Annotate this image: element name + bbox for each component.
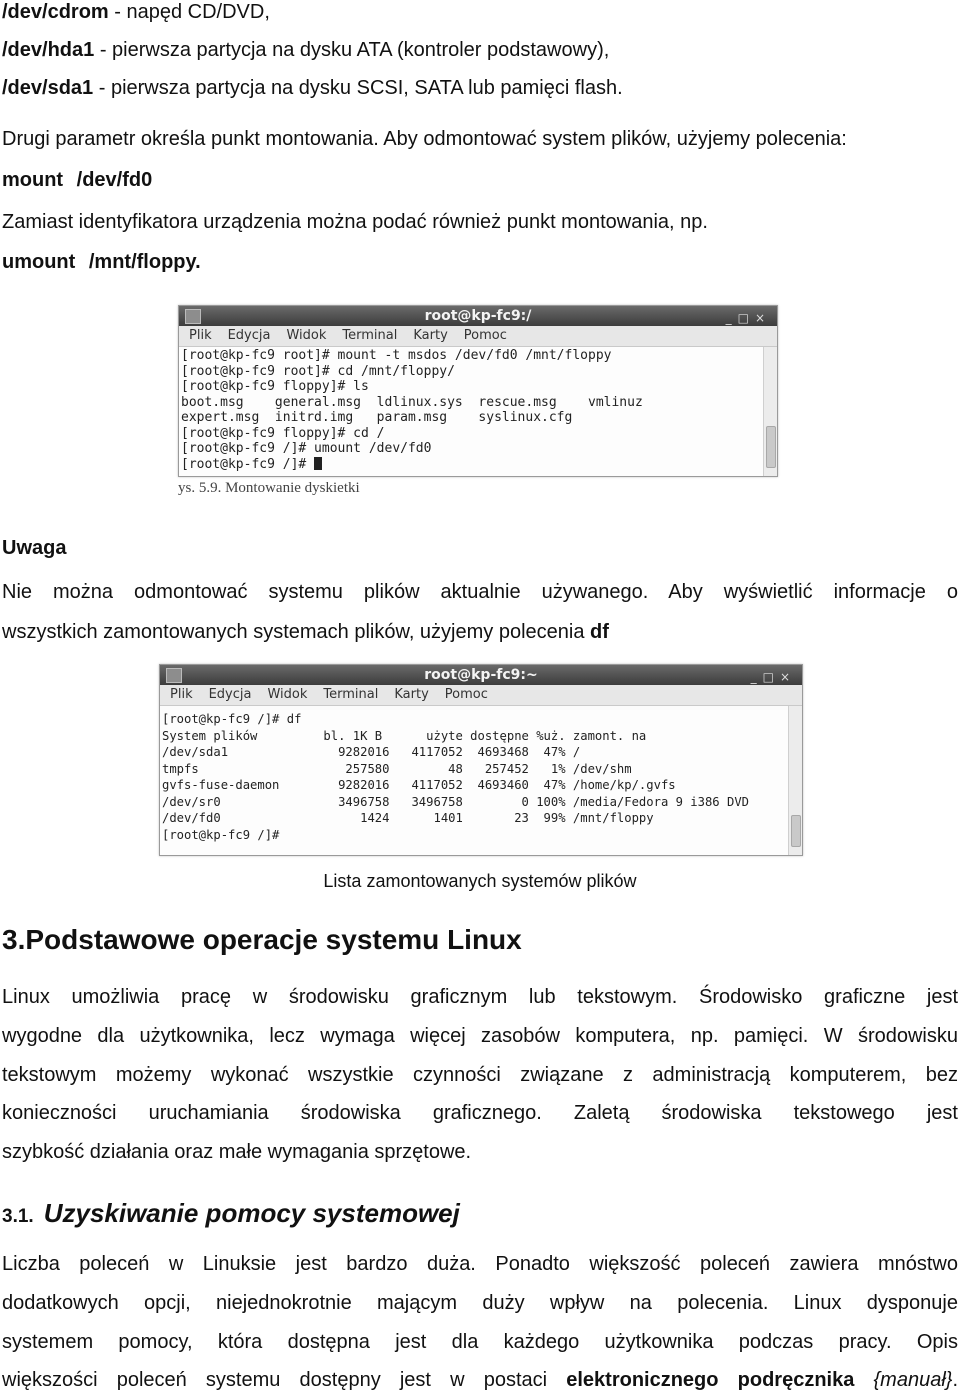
maximize-icon[interactable]: □ bbox=[737, 311, 755, 325]
scrollbar-thumb[interactable] bbox=[791, 815, 801, 847]
section-3-1-paragraph-line: dodatkowych opcji, niejednokrotnie mającym duży wpływ na polecenia. Linux dysponuje bbox=[2, 1292, 958, 1314]
text-cursor bbox=[314, 457, 322, 470]
section-3-paragraph-line: szybkość działania oraz małe wymagania sprzętowe. bbox=[2, 1141, 472, 1163]
figure-caption-df: Lista zamontowanych systemów plików bbox=[323, 871, 637, 891]
maximize-icon[interactable]: □ bbox=[762, 670, 780, 684]
window-menu-icon[interactable] bbox=[185, 309, 201, 324]
terminal-title: root@kp-fc9:/ bbox=[424, 308, 532, 324]
terminal-line: [root@kp-fc9 floppy]# ls bbox=[181, 379, 369, 394]
device-line-cdrom: /dev/cdrom - napęd CD/DVD, bbox=[2, 1, 270, 23]
terminal-line: expert.msg initrd.img param.msg syslinux.cfg bbox=[181, 410, 573, 425]
section-3-1-paragraph-last-line: większości poleceń systemu dostępny jest w postaci elektronicznego podręcznika {manuał}. bbox=[2, 1369, 959, 1391]
scrollbar-thumb[interactable] bbox=[766, 426, 776, 468]
terminal-window-mount bbox=[178, 305, 778, 477]
device-line-hda1: /dev/hda1 - pierwsza partycja na dysku ATA (kontroler podstawowy), bbox=[2, 39, 610, 61]
terminal-line: [root@kp-fc9 root]# cd /mnt/floppy/ bbox=[181, 363, 455, 379]
note-heading: Uwaga bbox=[2, 537, 67, 559]
terminal-titlebar bbox=[160, 665, 802, 685]
terminal-menubar bbox=[179, 326, 777, 347]
section-3-1-paragraph-line: Liczba poleceń w Linuksie jest bardzo duża. Ponadto większość poleceń zawiera mnóstwo bbox=[2, 1253, 958, 1275]
terminal-output[interactable] bbox=[160, 710, 788, 855]
paragraph-identifier: Zamiast identyfikatora urządzenia można podać również punkt montowania, np. bbox=[2, 211, 708, 233]
section-3-heading: 3.Podstawowe operacje systemu Linux bbox=[2, 924, 522, 955]
terminal-line: [root@kp-fc9 root]# mount -t msdos /dev/fd0 /mnt/floppy bbox=[181, 348, 612, 363]
minimize-icon[interactable]: _ bbox=[750, 670, 763, 684]
section-3-paragraph-line: konieczności uruchamiania środowiska graficznego. Zaletą środowiska tekstowego jest bbox=[2, 1102, 958, 1124]
window-menu-icon[interactable] bbox=[166, 668, 182, 683]
terminal-line: boot.msg general.msg ldlinux.sys rescue.msg vmlinuz bbox=[181, 394, 643, 410]
menu-karty[interactable]: Karty bbox=[394, 687, 429, 702]
terminal-prompt-line: [root@kp-fc9 /]# bbox=[181, 457, 761, 473]
terminal-scrollbar[interactable] bbox=[763, 347, 777, 476]
menu-terminal[interactable]: Terminal bbox=[342, 328, 398, 343]
terminal-line: /dev/fd0 1424 1401 23 99% /mnt/floppy bbox=[162, 811, 654, 825]
window-controls[interactable] bbox=[751, 667, 796, 687]
terminal-line: [root@kp-fc9 /]# bbox=[162, 827, 287, 842]
terminal-line: System plików bl. 1K B użyte dostępne %uż. zamont. na bbox=[162, 728, 647, 743]
section-3-paragraph-line: tekstowym możemy wykonać wszystkie czynności związane z administracją komputerem, bez bbox=[2, 1064, 958, 1086]
menu-karty[interactable]: Karty bbox=[413, 328, 448, 343]
terminal-title: root@kp-fc9:~ bbox=[424, 667, 538, 683]
terminal-titlebar bbox=[179, 306, 777, 326]
close-icon[interactable]: × bbox=[754, 311, 771, 325]
menu-edycja[interactable]: Edycja bbox=[208, 687, 252, 702]
menu-edycja[interactable]: Edycja bbox=[227, 328, 271, 343]
terminal-window-df bbox=[159, 664, 803, 856]
terminal-line: gvfs-fuse-daemon 9282016 4117052 4693460 47% /home/kp/.gvfs bbox=[162, 778, 676, 792]
menu-plik[interactable]: Plik bbox=[170, 687, 193, 702]
figure-caption-mount: ys. 5.9. Montowanie dyskietki bbox=[178, 480, 360, 496]
section-3-1-paragraph-line: systemem pomocy, która dostępna jest dla każdego użytkownika podczas pracy. Opis bbox=[2, 1331, 958, 1353]
terminal-line: tmpfs 257580 48 257452 1% /dev/shm bbox=[162, 761, 632, 776]
section-3-1-heading: 3.1. Uzyskiwanie pomocy systemowej bbox=[2, 1198, 460, 1228]
device-line-sda1: /dev/sda1 - pierwsza partycja na dysku SCSI, SATA lub pamięci flash. bbox=[2, 77, 623, 99]
terminal-line: [root@kp-fc9 /]# umount /dev/fd0 bbox=[181, 441, 432, 456]
menu-pomoc[interactable]: Pomoc bbox=[463, 328, 507, 343]
section-3-paragraph-line: Linux umożliwia pracę w środowisku graficznym lub tekstowym. Środowisko graficzne jest bbox=[2, 986, 958, 1008]
terminal-line: [root@kp-fc9 floppy]# cd / bbox=[181, 425, 385, 441]
paragraph-mount-point: Drugi parametr określa punkt montowania. Aby odmontować system plików, użyjemy polecenia: bbox=[2, 128, 847, 150]
terminal-scrollbar[interactable] bbox=[788, 706, 802, 855]
note-paragraph-line2: wszystkich zamontowanych systemach plików, użyjemy polecenia df bbox=[2, 621, 609, 643]
close-icon[interactable]: × bbox=[779, 670, 796, 684]
menu-pomoc[interactable]: Pomoc bbox=[444, 687, 488, 702]
terminal-line: /dev/sr0 3496758 3496758 0 100% /media/Fedora 9 i386 DVD bbox=[162, 794, 749, 809]
terminal-line: [root@kp-fc9 /]# df bbox=[162, 712, 302, 726]
menu-terminal[interactable]: Terminal bbox=[323, 687, 379, 702]
terminal-output[interactable] bbox=[179, 347, 763, 476]
terminal-line: /dev/sda1 9282016 4117052 4693468 47% / bbox=[162, 745, 581, 759]
command-mount: mount /dev/fd0 bbox=[2, 169, 153, 191]
section-3-paragraph-line: wygodne dla użytkownika, lecz wymaga więcej zasobów komputera, np. pamięci. W środowisku bbox=[2, 1025, 958, 1047]
window-controls[interactable] bbox=[726, 308, 771, 328]
note-paragraph-line1: Nie można odmontować systemu plików aktualnie używanego. Aby wyświetlić informacje o bbox=[2, 581, 958, 603]
terminal-menubar bbox=[160, 685, 802, 706]
menu-plik[interactable]: Plik bbox=[189, 328, 212, 343]
minimize-icon[interactable]: _ bbox=[725, 311, 738, 325]
menu-widok[interactable]: Widok bbox=[267, 687, 308, 702]
command-umount: umount /mnt/floppy. bbox=[2, 251, 201, 273]
menu-widok[interactable]: Widok bbox=[286, 328, 327, 343]
